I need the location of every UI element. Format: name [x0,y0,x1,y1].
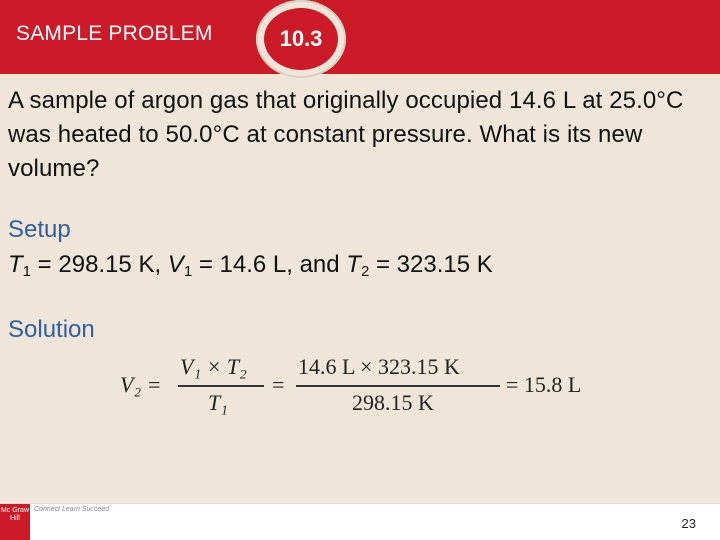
setup-values [8,251,493,280]
formula-equals-1: = [272,372,285,397]
problem-number-badge [264,8,338,70]
setup-v1-variable: V [167,251,184,278]
sample-problem-label: SAMPLE PROBLEM [16,22,213,45]
fraction2-bar [296,385,500,387]
problem-number: 10.3 [279,26,323,51]
mcgraw-hill-logo: Mc Graw Hill [0,504,30,540]
setup-t1-subscript: 1 [22,263,32,280]
setup-t1-value: = 298.15 K, [31,251,168,278]
fraction2-numerator: 14.6 L × 323.15 K [298,354,460,379]
solution-heading: Solution [8,316,95,343]
page-number: 23 [681,516,696,531]
setup-t2-subscript: 2 [360,263,370,280]
formula-result: = 15.8 L [506,372,582,397]
setup-v1-value: = 14.6 L, and [192,251,347,278]
fraction2-denominator: 298.15 K [352,390,434,415]
setup-t2-variable: T [346,251,361,278]
fraction1-denominator: T₁ [208,390,228,415]
formula-lhs: V₂ = [120,372,162,397]
problem-statement: A sample of argon gas that originally occupied 14.6 L at 25.0°C was heated to 50.0°C at constant pressure. What is its new volume? [8,87,684,182]
setup-heading: Setup [8,216,71,243]
setup-t2-value: = 323.15 K [369,251,493,278]
fraction1-bar [178,385,264,387]
solution-formula [120,350,620,422]
fraction1-numerator: V₁ × T₂ [180,354,247,379]
setup-v1-subscript: 1 [183,263,193,280]
connect-brand-mark: Connect Learn Succeed [34,506,110,513]
setup-t1-variable: T [8,251,23,278]
